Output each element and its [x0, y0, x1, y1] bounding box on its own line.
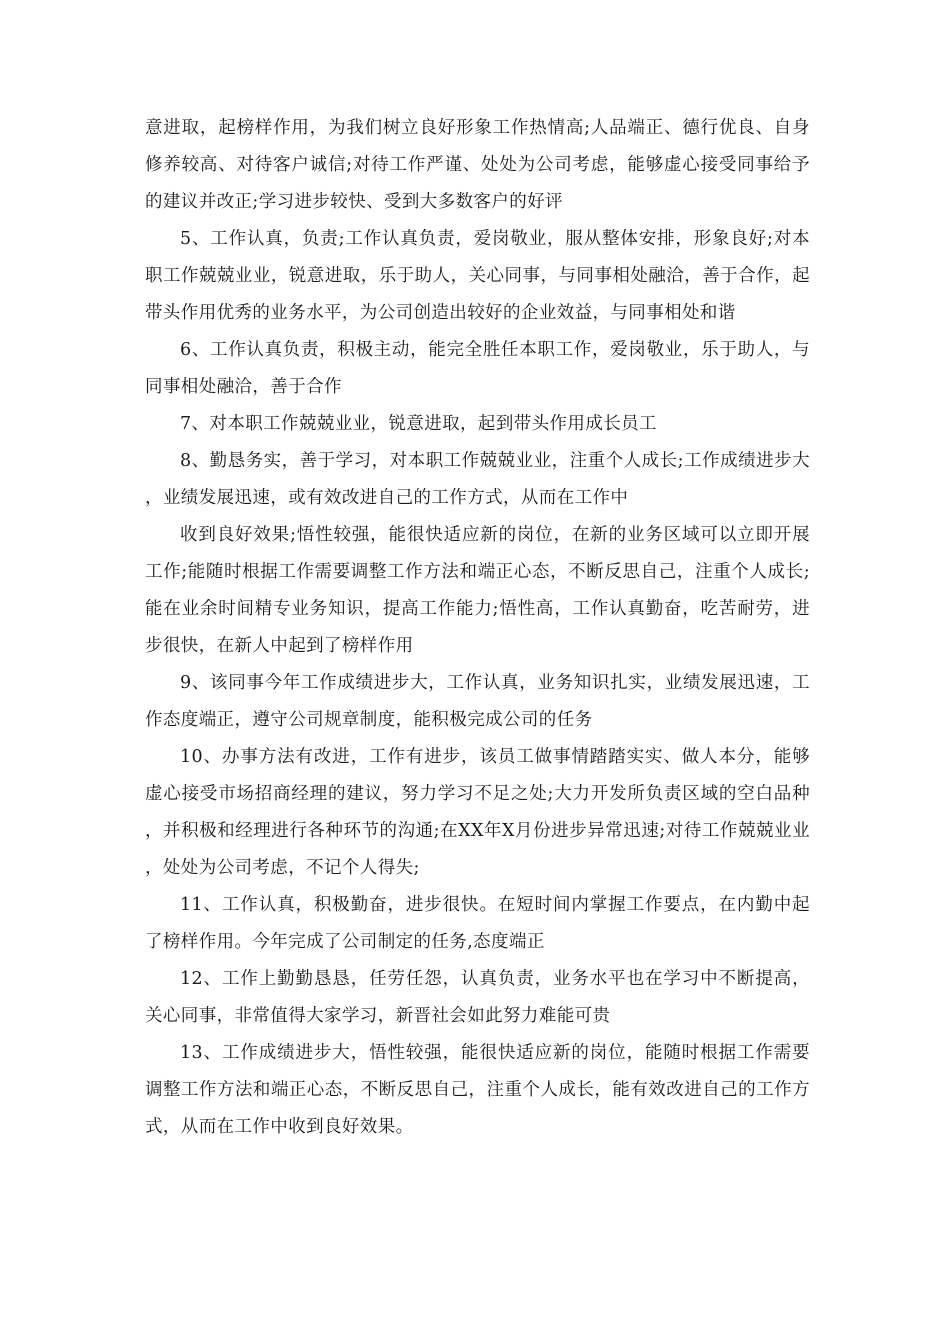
paragraph-item-10: 10、办事方法有改进，工作有进步，该员工做事情踏踏实实、做人本分，能够虚心接受市场招商经理的建议，努力学习不足之处;大力开发所负责区域的空白品种，并积极和经理进行各种环节的沟通;在XX年X月份进步异常迅速;对待工作兢兢业业，处处为公司考虑，不记个人得失; [145, 747, 810, 878]
paragraph-item-13: 13、工作成绩进步大，悟性较强，能很快适应新的岗位，能随时根据工作需要调整工作方法和端正心态，不断反思自己，注重个人成长，能有效改进自己的工作方式，从而在工作中收到良好效果。 [145, 1043, 810, 1137]
paragraph-item-8: 8、勤恳务实，善于学习，对本职工作兢兢业业，注重个人成长;工作成绩进步大，业绩发展迅速，或有效改进自己的工作方式，从而在工作中 [145, 451, 810, 508]
document-body [145, 110, 810, 1146]
paragraph-continuation: 意进取，起榜样作用，为我们树立良好形象工作热情高;人品端正、德行优良、自身修养较高、对待客户诚信;对待工作严谨、处处为公司考虑，能够虚心接受同事给予的建议并改正;学习进步较快、受到大多数客户的好评 [145, 118, 810, 212]
paragraph-item-9: 9、该同事今年工作成绩进步大，工作认真，业务知识扎实，业绩发展迅速，工作态度端正，遵守公司规章制度，能积极完成公司的任务 [145, 673, 810, 730]
paragraph-item-7: 7、对本职工作兢兢业业，锐意进取，起到带头作用成长员工 [180, 414, 657, 434]
paragraph-item-6: 6、工作认真负责，积极主动，能完全胜任本职工作，爱岗敬业，乐于助人，与同事相处融洽，善于合作 [145, 340, 810, 397]
paragraph-item-12: 12、工作上勤勤恳恳，任劳任怨，认真负责，业务水平也在学习中不断提高，关心同事，非常值得大家学习，新晋社会如此努力难能可贵 [145, 969, 810, 1026]
paragraph-item-11: 11、工作认真，积极勤奋，进步很快。在短时间内掌握工作要点，在内勤中起了榜样作用。今年完成了公司制定的任务,态度端正 [145, 895, 810, 952]
paragraph-item-5: 5、工作认真，负责;工作认真负责，爱岗敬业，服从整体安排，形象良好;对本职工作兢兢业业，锐意进取，乐于助人，关心同事，与同事相处融洽，善于合作，起带头作用优秀的业务水平，为公司创造出较好的企业效益，与同事相处和谐 [145, 229, 810, 323]
paragraph-item-8-continued: 收到良好效果;悟性较强，能很快适应新的岗位，在新的业务区域可以立即开展工作;能随时根据工作需要调整工作方法和端正心态，不断反思自己，注重个人成长;能在业余时间精专业务知识，提高工作能力;悟性高，工作认真勤奋，吃苦耐劳，进步很快，在新人中起到了榜样作用 [145, 525, 810, 656]
